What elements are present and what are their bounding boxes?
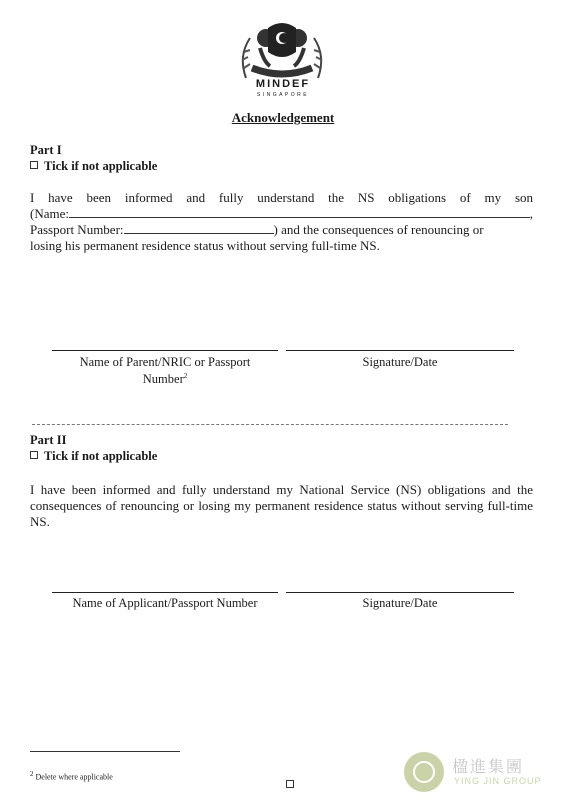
org-name: MINDEF (255, 78, 311, 90)
applicant-name-line[interactable] (52, 592, 278, 593)
page-marker (286, 780, 294, 788)
part1-tick-label: Tick if not applicable (44, 159, 158, 173)
footnote-rule (30, 751, 180, 752)
applicant-signature-caption: Signature/Date (362, 596, 438, 610)
footnote: $^2$ Delete where applicable (30, 770, 113, 782)
parent-signature-caption: Signature/Date (362, 355, 438, 369)
part2-tick-label: Tick if not applicable (44, 449, 158, 463)
part2-label: Part II (30, 433, 67, 447)
part1-paragraph (30, 190, 533, 254)
applicant-name-caption: Name of Applicant/Passport Number (72, 596, 258, 610)
applicant-signature-line[interactable] (286, 592, 514, 593)
part1-checkbox[interactable] (30, 161, 38, 169)
part2-checkbox[interactable] (30, 451, 38, 459)
watermark (404, 752, 554, 796)
watermark-english: YING JIN GROUP (454, 776, 542, 786)
parent-name-caption: Name of Parent/NRIC or Passport Number$^2$ (79, 355, 251, 387)
part1-tick[interactable] (30, 159, 157, 174)
ying-jin-logo-icon (404, 752, 444, 792)
part2-tick[interactable] (30, 449, 157, 464)
watermark-chinese: 楹進集團 (452, 757, 525, 776)
parent-signature-line[interactable] (286, 350, 514, 351)
part1-passport-label: Passport Number: (30, 222, 124, 237)
parent-name-line[interactable] (52, 350, 278, 351)
section-divider (32, 424, 508, 425)
part1-name-label: (Name: (30, 206, 69, 221)
part1-label: Part I (30, 143, 62, 157)
son-name-field[interactable] (69, 206, 530, 218)
org-subname: SINGAPORE (256, 92, 310, 98)
part1-line2-rest: ) and the consequences of renouncing or (273, 222, 484, 237)
document-title: Acknowledgement (231, 110, 335, 125)
part1-line1: I have been informed and fully understand the NS obligations of my son (30, 190, 533, 205)
part1-line3: losing his permanent residence status without serving full-time NS. (30, 238, 380, 253)
son-passport-field[interactable] (124, 222, 274, 234)
part2-paragraph: I have been informed and fully understand my National Service (NS) obligations and the consequences of renouncing or losing my permanent residence status without serving full-time NS. (30, 482, 533, 529)
part1-name-end: , (529, 206, 533, 221)
